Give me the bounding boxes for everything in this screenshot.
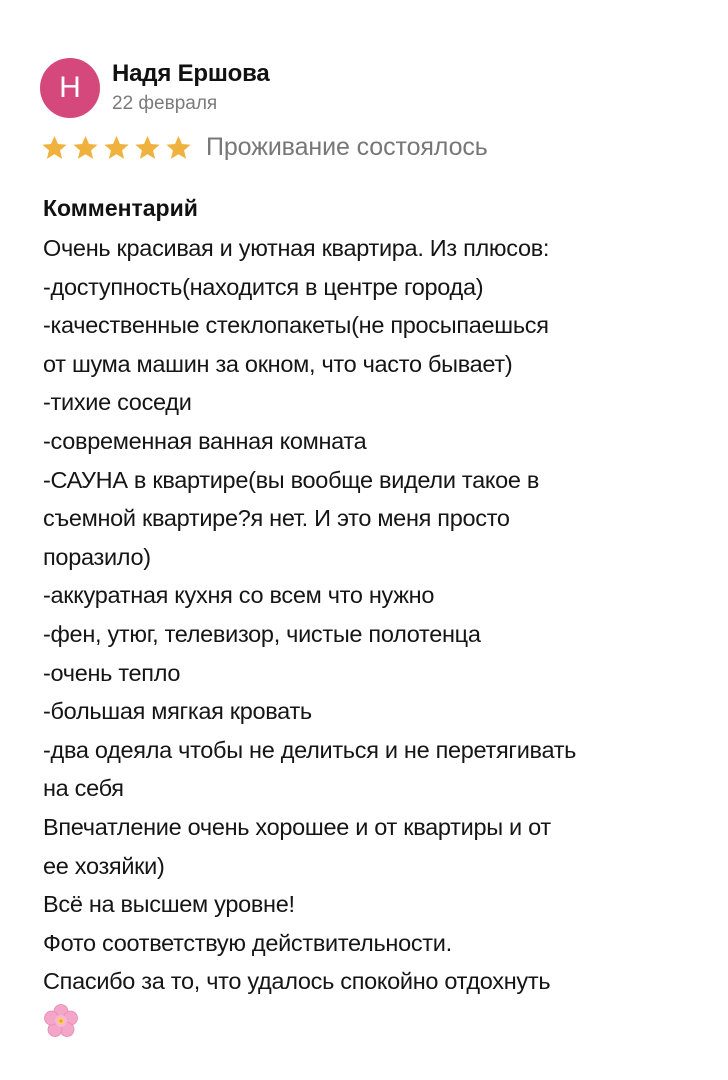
star-icon [165, 134, 192, 161]
stay-status: Проживание состоялось [206, 133, 488, 161]
author-name: Надя Ершова [112, 60, 270, 87]
comment-line: -САУНА в квартире(вы вообще видели такое в [43, 466, 540, 493]
comment-line: на себя [43, 775, 124, 802]
comment-line: -большая мягкая кровать [43, 698, 312, 725]
comment-line: Фото соответствую действительности. [43, 929, 452, 956]
comment-line: -тихие соседи [43, 389, 192, 416]
comment-line: -фен, утюг, телевизор, чистые полотенца [43, 620, 481, 647]
comment-line: съемной квартире?я нет. И это меня просто [43, 505, 510, 532]
star-icon [134, 134, 161, 161]
comment-line: от шума машин за окном, что часто бывает) [43, 350, 513, 377]
comment-line: Впечатление очень хорошее и от квартиры и от [43, 813, 551, 840]
review-date: 22 февраля [112, 93, 218, 114]
author-meta [112, 59, 270, 117]
comment-line: -аккуратная кухня со всем что нужно [43, 582, 435, 609]
comment-line: ее хозяйки) [43, 852, 165, 879]
avatar: Н [40, 58, 100, 118]
comment-line: -современная ванная комната [43, 427, 367, 454]
comment-line: Очень красивая и уютная квартира. Из плюсов: [43, 235, 550, 261]
star-icon [103, 134, 130, 161]
rating-row [41, 131, 488, 163]
comment-line: -качественные стеклопакеты(не просыпаешься [43, 312, 549, 339]
star-rating [41, 134, 196, 161]
review-header [40, 58, 270, 118]
comment-body [43, 229, 703, 1001]
comment-line: -два одеяла чтобы не делиться и не перетягивать [43, 736, 577, 763]
comment-line: поразило) [43, 543, 151, 570]
star-icon [41, 134, 68, 161]
comment-line: -очень тепло [43, 659, 181, 686]
comment-line: Спасибо за то, что удалось спокойно отдохнуть [43, 968, 551, 995]
star-icon [72, 134, 99, 161]
cherry-blossom-icon [43, 1003, 79, 1039]
comment-line: -доступность(находится в центре города) [43, 273, 484, 300]
comment-title: Комментарий [43, 195, 198, 221]
comment-line: Всё на высшем уровне! [43, 891, 295, 918]
